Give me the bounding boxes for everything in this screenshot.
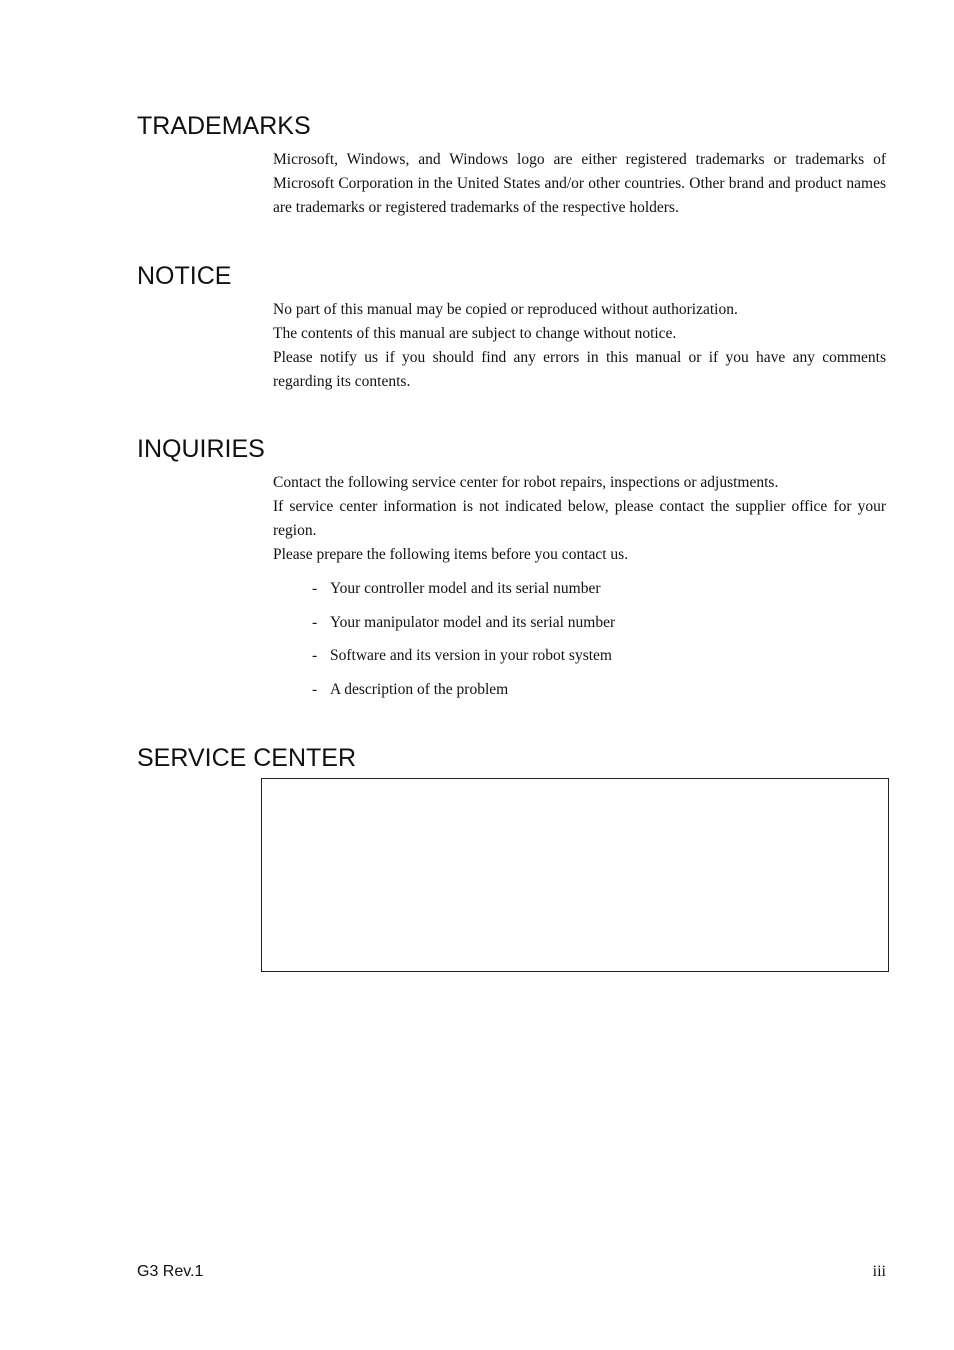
footer-page-number: iii xyxy=(872,1263,886,1280)
list-item xyxy=(312,577,872,611)
inquiries-paragraph: Please prepare the following items before you contact us. xyxy=(273,546,629,563)
inquiries-paragraph: If service center information is not indicated below, please contact the supplier office for your region. xyxy=(273,498,886,539)
list-item-text: Your controller model and its serial number xyxy=(330,580,601,597)
list-item xyxy=(312,644,872,678)
trademarks-body xyxy=(273,148,886,220)
list-item xyxy=(312,678,872,712)
notice-heading: NOTICE xyxy=(137,262,232,290)
notice-paragraph: No part of this manual may be copied or reproduced without authorization. xyxy=(273,301,738,318)
footer-revision: G3 Rev.1 xyxy=(137,1263,204,1280)
inquiries-items-list xyxy=(312,577,872,712)
service-center-box xyxy=(261,778,889,972)
inquiries-body xyxy=(273,471,886,567)
inquiries-heading: INQUIRIES xyxy=(137,435,265,463)
trademarks-paragraph: Microsoft, Windows, and Windows logo are either registered trademarks or trademarks of Microsoft Corporation in the United States and/or other countries. Other brand and product names are trademarks or registered trademarks of the respective holders. xyxy=(273,151,886,216)
bullet-dash: - xyxy=(312,647,318,665)
list-item-text: A description of the problem xyxy=(330,681,509,699)
list-item-text: Your manipulator model and its serial number xyxy=(330,613,616,631)
bullet-dash: - xyxy=(312,613,318,631)
bullet-dash: - xyxy=(312,681,318,699)
list-item-text: Software and its version in your robot system xyxy=(330,647,612,665)
inquiries-paragraph: Contact the following service center for robot repairs, inspections or adjustments. xyxy=(273,474,779,491)
notice-body xyxy=(273,298,886,394)
service-center-heading: SERVICE CENTER xyxy=(137,744,357,772)
bullet-dash: - xyxy=(312,580,318,597)
notice-paragraph: Please notify us if you should find any errors in this manual or if you have any comments regarding its contents. xyxy=(273,349,886,390)
list-item xyxy=(312,611,872,645)
notice-paragraph: The contents of this manual are subject to change without notice. xyxy=(273,325,677,342)
trademarks-heading: TRADEMARKS xyxy=(137,112,311,140)
